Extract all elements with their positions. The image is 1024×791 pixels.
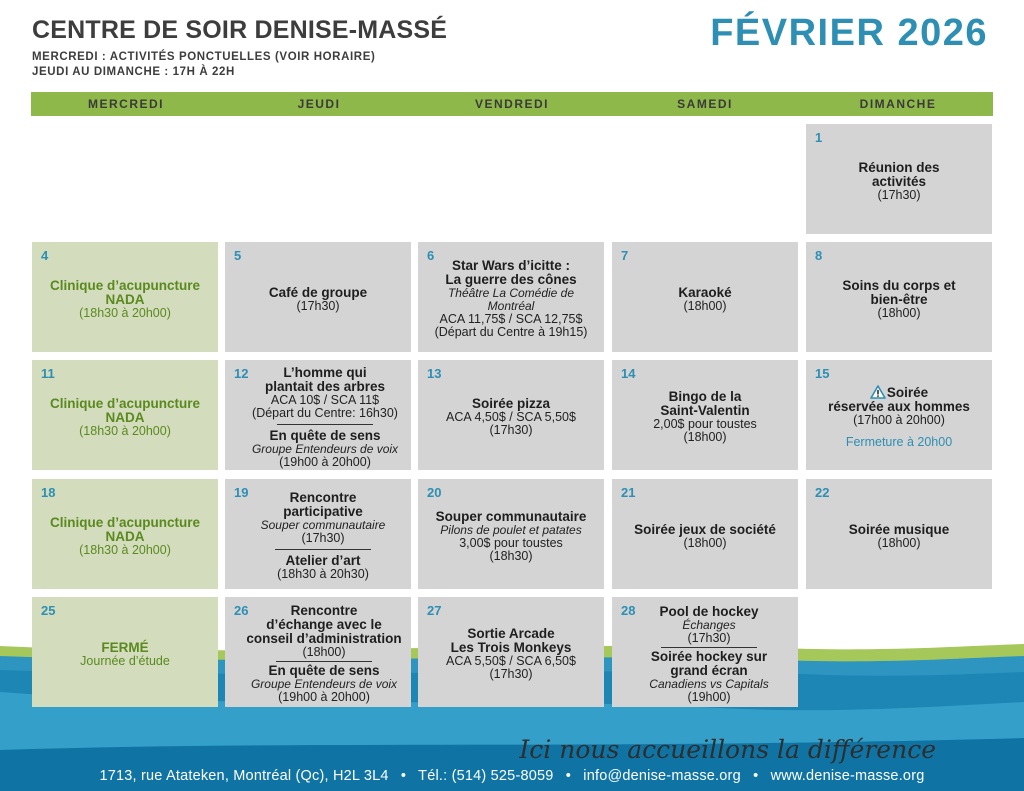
day-cell-20[interactable] [418,479,604,589]
day-cell-26[interactable] [225,597,411,707]
event-time: (18h30 à 20h00) [79,305,171,320]
footer-address: 1713, rue Atateken, Montréal (Qc), H2L 3L4 [99,768,389,784]
day-number: 4 [41,248,49,263]
event-time: (18h00) [302,645,346,659]
event-time: (19h00 à 20h00) [278,690,370,704]
event-time: (18h00) [683,430,727,444]
event-group: Groupe Entendeurs de voix [250,677,398,691]
day-number: 19 [234,485,249,500]
footer-separator: • [753,768,759,784]
footer-separator: • [565,768,572,784]
event-title: participative [283,504,363,519]
day-number: 6 [427,248,435,263]
event-title: conseil d’administration [246,631,402,646]
day-number: 13 [427,366,442,381]
event-subtitle: Échanges [682,617,736,632]
event-title: Star Wars d’icitte : [451,258,571,273]
day-number: 26 [234,603,249,618]
event-price: ACA 4,50$ / SCA 5,50$ [446,410,576,424]
event-time: (17h30) [489,423,533,437]
event-title: activités [871,173,927,189]
event-subtitle: Pilons de poulet et patates [440,522,582,537]
event-divider [277,424,373,425]
footer-phone[interactable]: Tél.: (514) 525-8059 [418,768,554,784]
page-title: CENTRE DE SOIR DENISE-MASSÉ [32,16,448,44]
event-time: (17h30) [296,298,340,313]
day-cell-11[interactable] [32,360,218,470]
month-title: FÉVRIER 2026 [710,12,988,54]
event-departure: (Départ du Centre à 19h15) [434,325,588,339]
event-time: (17h30) [687,630,731,645]
event-title: Saint-Valentin [660,403,750,418]
event-subtitle: Journée d’étude [80,653,170,668]
event-time: (19h00) [687,689,731,704]
event-time: (18h30 à 20h00) [79,423,171,438]
event-time: (18h00) [683,298,727,313]
event-time: (18h00) [683,535,727,550]
event-time: (18h30 à 20h00) [79,542,171,557]
event-title: Clinique d’acupuncture [49,514,200,530]
event-title: plantait des arbres [264,378,386,394]
day-cell-6[interactable] [418,242,604,352]
event-venue: Théâtre La Comédie de [447,286,575,300]
day-number: 20 [427,485,442,500]
event-title-row [870,385,928,400]
event-title: d’échange avec le [266,617,382,632]
event-time: (18h00) [877,535,921,550]
weekday-friday: VENDREDI [474,97,549,111]
day-cell-4[interactable] [32,242,218,352]
event-venue: Montréal [487,299,535,313]
day-number: 1 [815,130,823,145]
event-time: (17h00 à 20h00) [853,413,945,427]
event-time: (17h30) [489,667,533,681]
event-title: Café de groupe [268,284,368,300]
footer-separator: • [400,768,407,784]
event-title: Rencontre [290,603,358,618]
event-title: Atelier d’art [285,553,361,568]
event-title: En quête de sens [268,663,380,678]
event-title: Réunion des [858,159,940,175]
event-price: ACA 5,50$ / SCA 6,50$ [446,654,576,668]
event-title: NADA [105,409,145,425]
event-title: Sortie Arcade [467,626,555,641]
day-number: 5 [234,248,242,263]
day-cell-12[interactable] [225,360,411,470]
day-number: 15 [815,366,830,381]
day-cell-14[interactable] [612,360,798,470]
weekday-wednesday: MERCREDI [87,97,164,111]
event-title: Pool de hockey [659,603,759,619]
day-cell-7[interactable] [612,242,798,352]
event-time: (17h30) [877,187,921,202]
day-cell-5[interactable] [225,242,411,352]
event-title: bien-être [870,291,928,307]
schedule-line-thursday-sunday: JEUDI AU DIMANCHE : 17H À 22H [32,66,235,78]
event-time: (18h00) [877,305,921,320]
closing-note: Fermeture à 20h00 [845,435,953,449]
weekday-thursday: JEUDI [297,97,341,111]
weekday-header-bar [31,92,993,116]
event-title: Clinique d’acupuncture [49,395,200,411]
day-number: 22 [815,485,830,500]
day-number: 14 [621,366,636,381]
event-title: La guerre des cônes [445,272,577,287]
event-divider [276,661,372,662]
event-time: (19h00 à 20h00) [279,454,371,469]
event-title: Souper communautaire [435,508,587,524]
day-cell-25[interactable] [32,597,218,707]
event-time: (18h30) [489,548,533,563]
event-price: ACA 10$ / SCA 11$ [270,392,380,407]
weekday-sunday: DIMANCHE [859,97,937,111]
day-number: 27 [427,603,442,618]
event-title: Soirée [886,385,929,400]
day-number: 7 [621,248,629,263]
day-cell-21[interactable] [612,479,798,589]
event-departure: (Départ du Centre: 16h30) [252,405,398,420]
day-number: 21 [621,485,636,500]
day-number: 18 [41,485,56,500]
day-cell-15[interactable] [806,360,992,470]
event-title: Soirée musique [848,521,950,537]
event-title: Soirée hockey sur [650,648,768,664]
event-title: Soirée pizza [471,396,551,411]
event-group: Groupe Entendeurs de voix [251,441,399,456]
event-title: grand écran [670,662,748,678]
event-title: Rencontre [289,490,357,505]
event-time: (18h30 à 20h30) [277,567,369,581]
day-cell-22[interactable] [806,479,992,589]
event-subtitle: Souper communautaire [260,518,386,532]
warning-icon [870,385,886,399]
day-number: 12 [234,366,249,381]
event-title: FERMÉ [101,639,149,655]
event-title: En quête de sens [269,427,381,443]
day-number: 25 [41,603,56,618]
schedule-line-wednesday: MERCREDI : ACTIVITÉS PONCTUELLES (VOIR HORAIRE) [32,51,376,63]
day-number: 11 [41,366,55,381]
event-time: (17h30) [301,531,345,545]
event-title: Soins du corps et [842,277,956,293]
day-cell-27[interactable] [418,597,604,707]
event-title: Karaoké [678,284,732,300]
event-divider [661,647,757,648]
event-title: Soirée jeux de société [634,521,776,537]
event-price: ACA 11,75$ / SCA 12,75$ [439,312,583,326]
footer-website-link[interactable]: www.denise-masse.org [770,768,925,784]
day-cell-13[interactable] [418,360,604,470]
event-title: réservée aux hommes [828,399,970,414]
day-cell-18[interactable] [32,479,218,589]
event-title: NADA [105,528,145,544]
day-cell-28[interactable] [612,597,798,707]
day-number: 28 [621,603,636,618]
day-number: 8 [815,248,823,263]
event-price: 3,00$ pour toustes [459,535,563,550]
footer-email-link[interactable]: info@denise-masse.org [583,768,741,784]
day-cell-1[interactable] [806,124,992,234]
event-subtitle: Canadiens vs Capitals [649,676,769,691]
day-cell-19[interactable] [225,479,411,589]
event-title: L’homme qui [283,364,367,380]
weekday-saturday: SAMEDI [677,97,733,111]
event-title: Clinique d’acupuncture [49,277,200,293]
slogan: Ici nous accueillons la différence [519,735,936,764]
event-title: Les Trois Monkeys [450,640,572,655]
day-cell-8[interactable] [806,242,992,352]
event-title: Bingo de la [668,389,742,404]
event-price: 2,00$ pour toustes [653,417,757,431]
footer-contact [0,768,1024,784]
event-divider [275,549,371,550]
event-title: NADA [105,291,145,307]
